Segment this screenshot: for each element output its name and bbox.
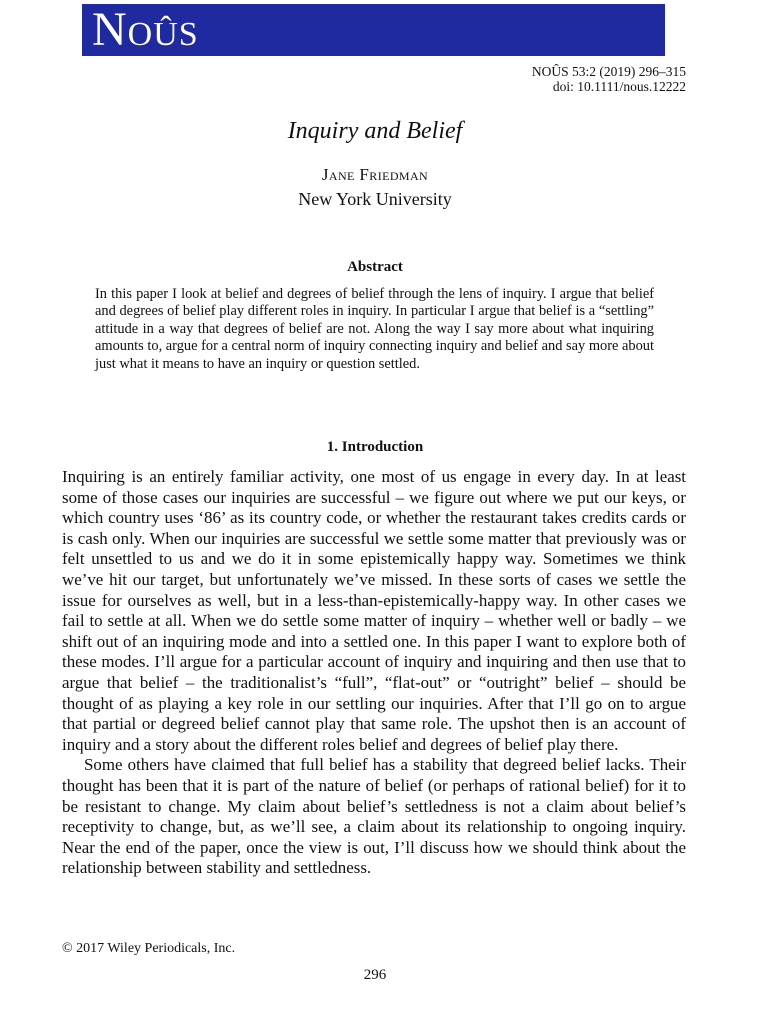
- section-heading: 1. Introduction: [326, 439, 424, 455]
- body-paragraph: Inquiring is an entirely familiar activity, one most of us engage in every day. In at least some of those cases our inquiries are successful – we figure out where we put our keys, or which country uses ‘86’ as its country code, or whether the restaurant takes credits cards or is cash only. When our inquiries are successful we settle some matter that previously was or felt unsettled to us and we do it in some epistemically happy way. Sometimes we think we’ve hit our target, but unfortunately we’ve missed. In these sorts of cases we settle the issue for ourselves as well, but in a less-than-epistemically-happy way. In other cases we fail to settle at all. When we do settle some matter of inquiry – whether well or badly – we shift out of an inquiring mode and into a settled one. In this paper I want to explore both of these modes. I’ll argue for a particular account of inquiry and inquiring and then use that to argue that belief – the traditionalist’s “full”, “flat-out” or “outright” belief – should be thought of as playing a key role in our settling our inquiries. After that I’ll go on to argue that partial or degreed belief cannot play that same role. The upshot then is an account of inquiry and a story about the different roles belief and degrees of belief play there.: [62, 467, 686, 754]
- journal-masthead: [82, 4, 665, 56]
- page-number: 296: [363, 967, 387, 983]
- author-name: Jane Friedman: [321, 165, 429, 184]
- body-paragraph: Some others have claimed that full belief has a stability that degreed belief lacks. Their thought has been that it is part of the nature of belief (or perhaps of rational belief) for it to be resistant to change. My claim about belief’s settledness is not a claim about belief’s receptivity to change, but, as we’ll see, a claim about its relationship to ongoing inquiry. Near the end of the paper, once the view is out, I’ll discuss how we should think about the relationship between stability and settledness.: [62, 755, 686, 878]
- doi-line: doi: 10.1111/nous.12222: [552, 79, 686, 94]
- citation-block: [532, 64, 686, 94]
- article-title: Inquiry and Belief: [287, 118, 463, 144]
- journal-logo: Noûs: [92, 3, 199, 56]
- citation-line: NOÛS 53:2 (2019) 296–315: [531, 64, 686, 79]
- body-text: [62, 467, 686, 879]
- abstract-heading: Abstract: [347, 259, 403, 275]
- copyright-notice: © 2017 Wiley Periodicals, Inc.: [62, 941, 236, 956]
- author-affiliation: New York University: [298, 189, 452, 209]
- abstract-text: In this paper I look at belief and degrees of belief through the lens of inquiry. I argue that belief and degrees of belief play different roles in inquiry. In particular I argue that belief is a “settling” attitude in a way that degrees of belief are not. Along the way I say more about what inquiring amounts to, argue for a central norm of inquiry connecting inquiry and belief and say more about just what it means to have an inquiry or question settled.: [95, 286, 654, 372]
